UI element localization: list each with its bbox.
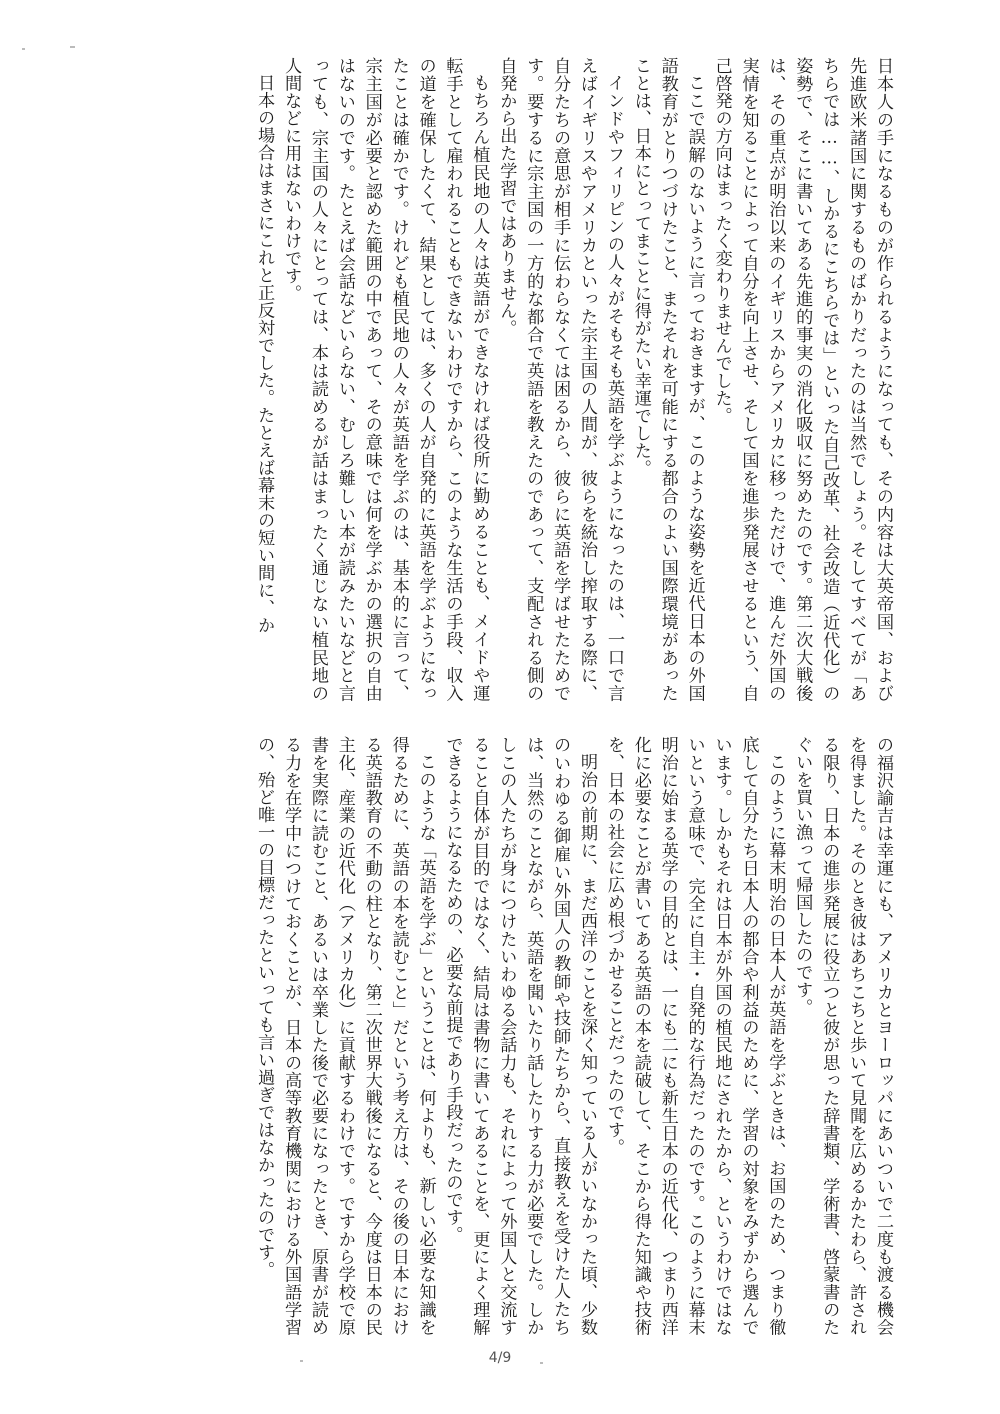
lower-paragraph: の福沢諭吉は幸運にも、アメリカとヨーロッパにあいついで二度も渡る機会を得ました。そのとき彼はあちこちと歩いて見聞を広めるかたわら、許される限り、日本の進歩発展に役立つと彼が思った辞書類、学術書、啓蒙書のたぐいを買い漁って帰国したのです。 [792, 736, 893, 1336]
upper-paragraph: ここで誤解のないように言っておきますが、このような姿勢を近代日本の外国語教育がとりつづけたこと、またそれを可能にする都合のよい国際環境があったことは、日本にとってまことに得がたい幸運でした。 [630, 57, 705, 702]
page-number: 4/9 [488, 1350, 512, 1366]
scan-speck [70, 46, 75, 48]
lower-paragraph: このように幕末明治の日本人が英語を学ぶときは、お国のため、つまり徹底して自分たち日本人の都合や利益のために、学習の対象をみずから選んでいます。しかもそれは日本が外国の植民地にされたから、というわけではないという意味で、完全に自主・自発的な行為だったのです。このように幕末明治に始まる英学の目的とは、一にも二にも新生日本の近代化、つまり西洋化に必要なことが書いてある英語の本を読破して、そこから得た知識や技術を、日本の社会に広め根づかせることだったのです。 [603, 736, 786, 1336]
upper-text-block [96, 57, 896, 702]
scan-speck [300, 1360, 303, 1362]
upper-paragraph: もちろん植民地の人々は英語ができなければ役所に勤めることも、メイドや運転手として雇われることもできないわけですから、このような生活の手段、収入の道を確保したくて、結果としては、多くの人が自発的に英語を学ぶようになったことは確かです。けれども植民地の人々が英語を学ぶのは、基本的に言って、宗主国が必要と認めた範囲の中であって、その意味では何を学ぶかの選択の自由はないのです。たとえば会話などいらない、むしろ難しい本が読みたいなどと言っても、宗主国の人々にとっては、本は読めるが話はまったく通じない植民地の人間などに用はないわけです。 [281, 57, 490, 702]
lower-text-block [96, 736, 896, 1336]
lower-paragraph: このような「英語を学ぶ」ということは、何よりも、新しい必要な知識を得るために、英語の本を読むこと」だという考え方は、その後の日本における英語教育の不動の柱となり、第二次世界大戦後になると、今度は日本の民主化、産業の近代化（アメリカ化）に貢献するわけです。ですから学校で原書を実際に読むこと、あるいは卒業した後で必要になったとき、原書が読める力を在学中につけておくことが、日本の高等教育機関における外国語学習の、殆ど唯一の目標だったといっても言い過ぎではなかったのです。 [254, 736, 436, 1336]
scan-speck [540, 1362, 543, 1364]
upper-paragraph: 日本の場合はまさにこれと正反対でした。たとえば幕末の短い間に、か [254, 74, 275, 635]
scan-speck [22, 48, 25, 50]
upper-paragraph: 日本人の手になるものが作られるようになっても、その内容は大英帝国、および先進欧米諸国に関するものばかりだったのは当然でしょう。そしてすべてが「あちらでは……、しかるにこちらでは」といった自己改革、社会改造（近代化）の姿勢で、そこに書いてある先進的事実の消化吸収に努めたのです。第二次大戦後は、その重点が明治以来のイギリスからアメリカに移っただけで、進んだ外国の実情を知ることによって自分を向上させ、そして国を進歩発展させるという、自己啓発の方向はまったく変わりませんでした。 [711, 57, 893, 702]
upper-paragraph: インドやフィリピンの人々がそもそも英語を学ぶようになったのは、一口で言えばイギリスやアメリカといった宗主国の人間が、彼らを統治し搾取する際に、自分たちの意思が相手に伝わらなくては困るから、彼らに英語を学ばせたためです。要するに宗主国の一方的な都合で英語を教えたのであって、支配される側の自発から出た学習ではありません。 [496, 57, 624, 702]
lower-paragraph: 明治の前期に、まだ西洋のことを深く知っている人がいなかった頃、少数のいわゆる御雇い外国人の教師や技師たちから、直接教えを受けた人たちは、当然のことながら、英語を聞いたり話したりする力が必要でした。しかしこの人たちが身につけたいわゆる会話力も、それによって外国人と交流すること自体が目的ではなく、結局は書物に書いてあることを、更によく理解できるようになるための、必要な前提であり手段だったのです。 [442, 736, 598, 1336]
